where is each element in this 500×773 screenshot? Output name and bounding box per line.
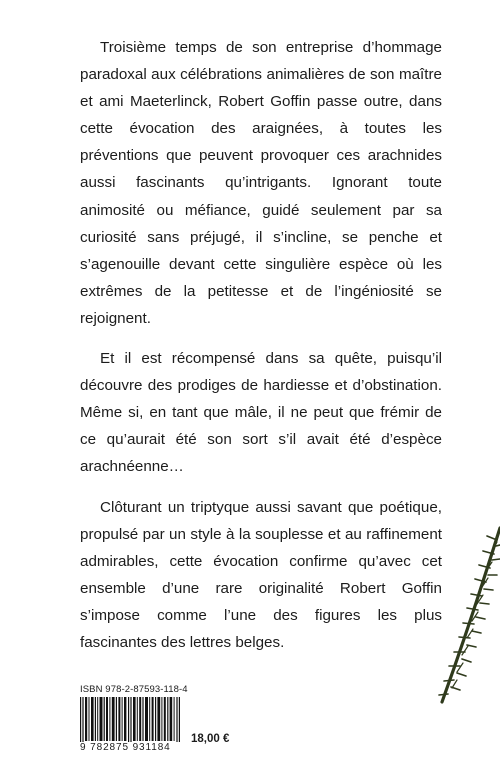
blurb-paragraph-3: Clôturant un triptyque aussi savant que poétique, propulsé par un style à la souplesse et au raffinement admirables, cette évocation confirme qu’avec cet ensemble d’une rare originalité Robert Goffin s’impose comme l’une des figures les plus fascinantes des lettres belges. — [80, 498, 442, 651]
price-label: 18,00 € — [191, 733, 230, 745]
blurb-text — [80, 34, 442, 656]
spruce-branch-icon — [430, 520, 500, 710]
blurb-paragraph-2: Et il est récompensé dans sa quête, puisqu’il découvre des prodiges de hardiesse et d’obstination. Même si, en tant que mâle, il ne peut que frémir de ce qu’aurait été son sort s’il avait été d’espèce arachnéenne… — [80, 350, 442, 476]
isbn-label: ISBN 978-2-87593-118-4 — [80, 684, 188, 695]
blurb-paragraph-1: Troisième temps de son entreprise d’hommage paradoxal aux célébrations animalières de son maître et ami Maeterlinck, Robert Goffin passe outre, dans cette évocation des araignées, à toutes les préventions que peuvent provoquer ces arachnides aussi fascinants qu’intrigants. Ignorant toute animosité ou méfiance, guidé seulement par sa curiosité sans préjugé, il s’incline, se penche et s’agenouille devant cette singulière espèce où les extrêmes de la petitesse et de l’ingéniosité se rejoignent. — [80, 39, 442, 327]
barcode-number: 9 782875 931184 — [80, 742, 186, 753]
